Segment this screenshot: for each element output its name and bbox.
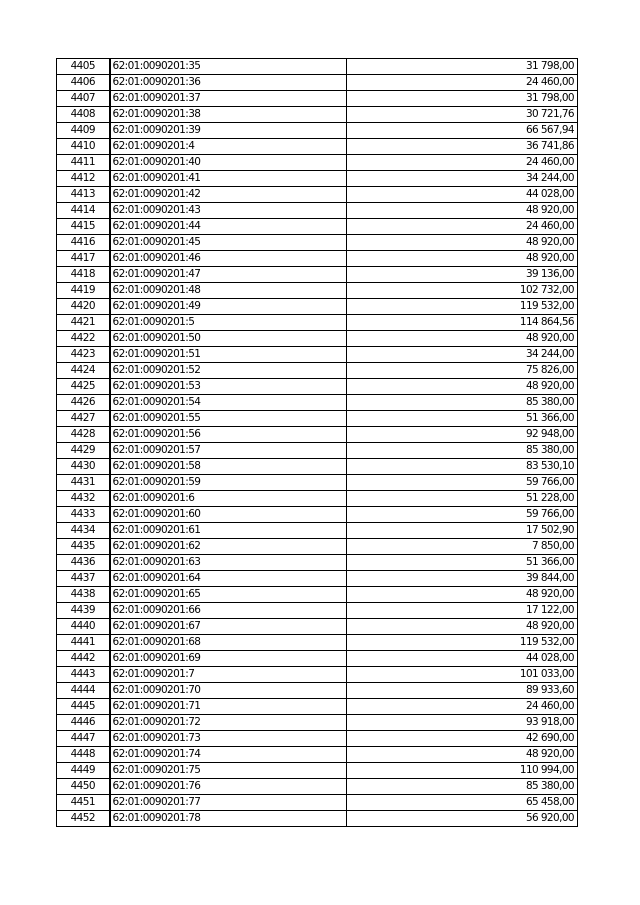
table-row [57,443,578,459]
cadastral-value-cell: 24 460,00 [347,219,578,235]
cadastral-value-cell: 39 844,00 [347,571,578,587]
row-number-cell: 4416 [57,235,110,251]
table-row [57,91,578,107]
cadastral-value-cell: 17 502,90 [347,523,578,539]
cadastral-number-cell: 62:01:0090201:76 [110,779,347,795]
cadastral-number-cell: 62:01:0090201:7 [110,667,347,683]
cadastral-value-cell: 31 798,00 [347,59,578,75]
row-number-cell: 4419 [57,283,110,299]
row-number-cell: 4437 [57,571,110,587]
table-row [57,459,578,475]
cadastral-number-cell: 62:01:0090201:58 [110,459,347,475]
cadastral-value-cell: 85 380,00 [347,443,578,459]
table-row [57,155,578,171]
table-row [57,331,578,347]
cadastral-value-cell: 24 460,00 [347,155,578,171]
cadastral-number-cell: 62:01:0090201:43 [110,203,347,219]
cadastral-number-cell: 62:01:0090201:73 [110,731,347,747]
table-row [57,299,578,315]
cadastral-number-cell: 62:01:0090201:50 [110,331,347,347]
cadastral-number-cell: 62:01:0090201:35 [110,59,347,75]
cadastral-number-cell: 62:01:0090201:71 [110,699,347,715]
cadastral-number-cell: 62:01:0090201:77 [110,795,347,811]
table-row [57,203,578,219]
row-number-cell: 4414 [57,203,110,219]
cadastral-number-cell: 62:01:0090201:4 [110,139,347,155]
cadastral-value-cell: 51 366,00 [347,411,578,427]
cadastral-number-cell: 62:01:0090201:61 [110,523,347,539]
row-number-cell: 4447 [57,731,110,747]
row-number-cell: 4421 [57,315,110,331]
cadastral-number-cell: 62:01:0090201:68 [110,635,347,651]
cadastral-number-cell: 62:01:0090201:44 [110,219,347,235]
row-number-cell: 4451 [57,795,110,811]
cadastral-value-cell: 31 798,00 [347,91,578,107]
cadastral-number-cell: 62:01:0090201:49 [110,299,347,315]
cadastral-value-cell: 48 920,00 [347,235,578,251]
table-row [57,635,578,651]
table-row [57,731,578,747]
table-row [57,779,578,795]
row-number-cell: 4429 [57,443,110,459]
row-number-cell: 4427 [57,411,110,427]
cadastral-number-cell: 62:01:0090201:70 [110,683,347,699]
cadastral-number-cell: 62:01:0090201:65 [110,587,347,603]
cadastral-number-cell: 62:01:0090201:55 [110,411,347,427]
table-row [57,139,578,155]
cadastral-number-cell: 62:01:0090201:5 [110,315,347,331]
cadastral-value-cell: 48 920,00 [347,331,578,347]
cadastral-value-cell: 75 826,00 [347,363,578,379]
table-row [57,699,578,715]
table-row [57,75,578,91]
cadastral-number-cell: 62:01:0090201:47 [110,267,347,283]
row-number-cell: 4448 [57,747,110,763]
cadastral-value-cell: 48 920,00 [347,747,578,763]
cadastral-number-cell: 62:01:0090201:56 [110,427,347,443]
cadastral-value-cell: 51 228,00 [347,491,578,507]
cadastral-value-cell: 89 933,60 [347,683,578,699]
cadastral-value-cell: 44 028,00 [347,651,578,667]
cadastral-number-cell: 62:01:0090201:62 [110,539,347,555]
row-number-cell: 4428 [57,427,110,443]
row-number-cell: 4430 [57,459,110,475]
cadastral-number-cell: 62:01:0090201:36 [110,75,347,91]
cadastral-number-cell: 62:01:0090201:41 [110,171,347,187]
cadastral-number-cell: 62:01:0090201:59 [110,475,347,491]
cadastral-value-cell: 102 732,00 [347,283,578,299]
cadastral-value-cell: 7 850,00 [347,539,578,555]
row-number-cell: 4431 [57,475,110,491]
cadastral-number-cell: 62:01:0090201:46 [110,251,347,267]
row-number-cell: 4432 [57,491,110,507]
row-number-cell: 4425 [57,379,110,395]
cadastral-number-cell: 62:01:0090201:51 [110,347,347,363]
table-row [57,123,578,139]
row-number-cell: 4407 [57,91,110,107]
cadastral-value-cell: 48 920,00 [347,587,578,603]
cadastral-number-cell: 62:01:0090201:48 [110,283,347,299]
cadastral-value-cell: 48 920,00 [347,203,578,219]
cadastral-number-cell: 62:01:0090201:78 [110,811,347,827]
cadastral-value-cell: 110 994,00 [347,763,578,779]
table-row [57,715,578,731]
row-number-cell: 4444 [57,683,110,699]
row-number-cell: 4422 [57,331,110,347]
row-number-cell: 4424 [57,363,110,379]
row-number-cell: 4410 [57,139,110,155]
cadastral-value-cell: 85 380,00 [347,395,578,411]
table-row [57,603,578,619]
row-number-cell: 4417 [57,251,110,267]
table-row [57,507,578,523]
table-row [57,267,578,283]
row-number-cell: 4405 [57,59,110,75]
cadastral-value-cell: 42 690,00 [347,731,578,747]
row-number-cell: 4443 [57,667,110,683]
table-row [57,571,578,587]
cadastral-value-cell: 36 741,86 [347,139,578,155]
cadastral-value-cell: 48 920,00 [347,619,578,635]
cadastral-value-cell: 24 460,00 [347,699,578,715]
cadastral-value-cell: 93 918,00 [347,715,578,731]
table-row [57,235,578,251]
cadastral-number-cell: 62:01:0090201:57 [110,443,347,459]
table-row [57,219,578,235]
table-row [57,59,578,75]
cadastral-number-cell: 62:01:0090201:54 [110,395,347,411]
table-row [57,427,578,443]
table-row [57,619,578,635]
row-number-cell: 4412 [57,171,110,187]
cadastral-number-cell: 62:01:0090201:63 [110,555,347,571]
cadastral-value-cell: 44 028,00 [347,187,578,203]
row-number-cell: 4440 [57,619,110,635]
row-number-cell: 4423 [57,347,110,363]
row-number-cell: 4415 [57,219,110,235]
cadastral-number-cell: 62:01:0090201:72 [110,715,347,731]
cadastral-number-cell: 62:01:0090201:45 [110,235,347,251]
cadastral-value-table [56,58,578,827]
cadastral-number-cell: 62:01:0090201:74 [110,747,347,763]
row-number-cell: 4445 [57,699,110,715]
cadastral-number-cell: 62:01:0090201:40 [110,155,347,171]
row-number-cell: 4434 [57,523,110,539]
cadastral-value-cell: 114 864,56 [347,315,578,331]
cadastral-value-cell: 34 244,00 [347,347,578,363]
cadastral-value-cell: 66 567,94 [347,123,578,139]
cadastral-value-cell: 59 766,00 [347,475,578,491]
row-number-cell: 4435 [57,539,110,555]
cadastral-value-cell: 59 766,00 [347,507,578,523]
cadastral-number-cell: 62:01:0090201:69 [110,651,347,667]
row-number-cell: 4411 [57,155,110,171]
row-number-cell: 4449 [57,763,110,779]
table-row [57,347,578,363]
table-row [57,411,578,427]
cadastral-value-cell: 48 920,00 [347,251,578,267]
row-number-cell: 4438 [57,587,110,603]
table-row [57,251,578,267]
table-row [57,491,578,507]
row-number-cell: 4436 [57,555,110,571]
cadastral-number-cell: 62:01:0090201:60 [110,507,347,523]
table-row [57,667,578,683]
cadastral-number-cell: 62:01:0090201:38 [110,107,347,123]
table-row [57,763,578,779]
row-number-cell: 4441 [57,635,110,651]
row-number-cell: 4450 [57,779,110,795]
cadastral-number-cell: 62:01:0090201:42 [110,187,347,203]
cadastral-number-cell: 62:01:0090201:66 [110,603,347,619]
cadastral-number-cell: 62:01:0090201:75 [110,763,347,779]
table-row [57,795,578,811]
table-row [57,315,578,331]
table-row [57,107,578,123]
cadastral-value-cell: 51 366,00 [347,555,578,571]
cadastral-value-cell: 30 721,76 [347,107,578,123]
row-number-cell: 4408 [57,107,110,123]
table-row [57,539,578,555]
cadastral-number-cell: 62:01:0090201:53 [110,379,347,395]
cadastral-value-cell: 48 920,00 [347,379,578,395]
cadastral-number-cell: 62:01:0090201:67 [110,619,347,635]
table-row [57,555,578,571]
table-body [57,59,578,827]
table-row [57,475,578,491]
row-number-cell: 4426 [57,395,110,411]
table-row [57,587,578,603]
cadastral-value-cell: 119 532,00 [347,299,578,315]
cadastral-number-cell: 62:01:0090201:64 [110,571,347,587]
cadastral-value-cell: 85 380,00 [347,779,578,795]
row-number-cell: 4406 [57,75,110,91]
row-number-cell: 4433 [57,507,110,523]
cadastral-number-cell: 62:01:0090201:39 [110,123,347,139]
table-row [57,283,578,299]
cadastral-number-cell: 62:01:0090201:52 [110,363,347,379]
cadastral-value-cell: 92 948,00 [347,427,578,443]
table-row [57,187,578,203]
row-number-cell: 4442 [57,651,110,667]
row-number-cell: 4446 [57,715,110,731]
table-row [57,395,578,411]
cadastral-number-cell: 62:01:0090201:6 [110,491,347,507]
cadastral-value-cell: 83 530,10 [347,459,578,475]
cadastral-value-cell: 39 136,00 [347,267,578,283]
cadastral-value-cell: 24 460,00 [347,75,578,91]
row-number-cell: 4439 [57,603,110,619]
row-number-cell: 4409 [57,123,110,139]
cadastral-value-cell: 17 122,00 [347,603,578,619]
cadastral-value-cell: 34 244,00 [347,171,578,187]
table-row [57,811,578,827]
table-row [57,171,578,187]
cadastral-value-cell: 56 920,00 [347,811,578,827]
row-number-cell: 4418 [57,267,110,283]
cadastral-value-cell: 101 033,00 [347,667,578,683]
table-row [57,523,578,539]
cadastral-number-cell: 62:01:0090201:37 [110,91,347,107]
table-row [57,379,578,395]
row-number-cell: 4420 [57,299,110,315]
cadastral-value-cell: 119 532,00 [347,635,578,651]
cadastral-value-cell: 65 458,00 [347,795,578,811]
table-row [57,363,578,379]
row-number-cell: 4413 [57,187,110,203]
table-row [57,747,578,763]
table-row [57,683,578,699]
table-row [57,651,578,667]
row-number-cell: 4452 [57,811,110,827]
